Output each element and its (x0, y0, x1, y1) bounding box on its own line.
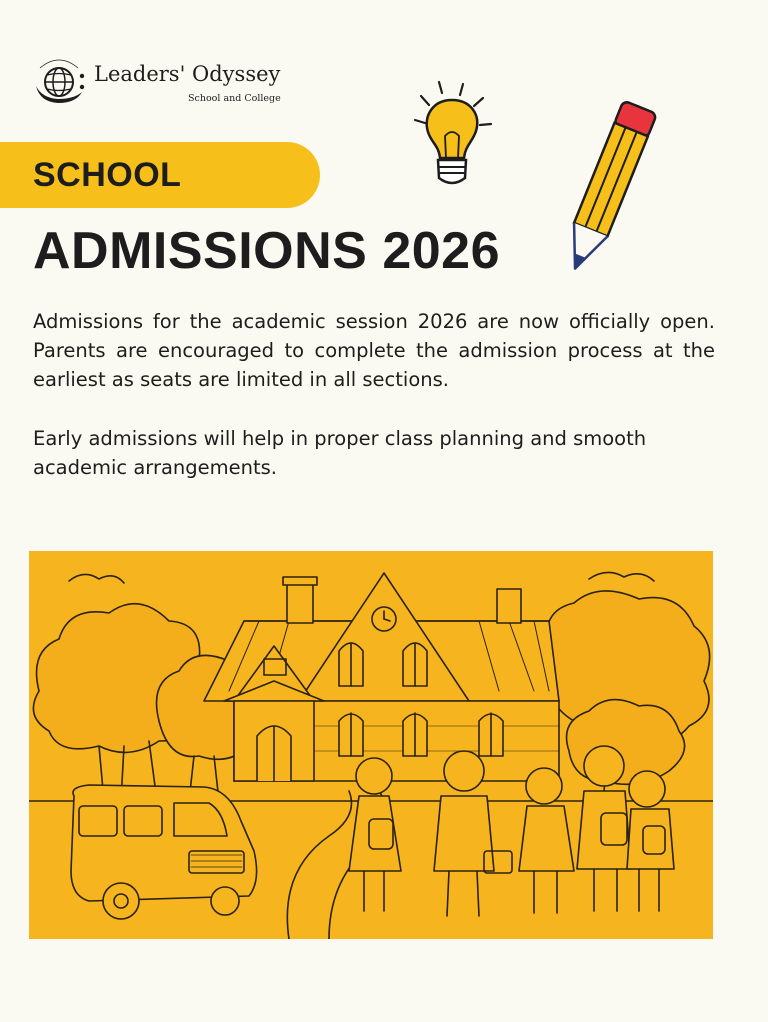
brand-subtitle: School and College (188, 93, 281, 104)
school-illustration (29, 551, 713, 939)
intro-paragraph: Admissions for the academic session 2026 are now officially open. Parents are encouraged to complete the admission process at the earliest as seats are limited in all sections. (33, 310, 715, 391)
school-logo (30, 52, 290, 110)
globe-logo-icon (30, 52, 92, 110)
brand-name: Leaders' Odyssey (94, 62, 281, 86)
banner-label: SCHOOL (33, 156, 182, 194)
page-title: ADMISSIONS 2026 (33, 222, 500, 280)
school-banner (0, 142, 320, 208)
pencil-icon (552, 95, 664, 280)
lightbulb-icon (405, 78, 497, 196)
early-admission-paragraph: Early admissions will help in proper class planning and smooth academic arrangements. (33, 427, 647, 479)
school-scene-image (29, 551, 713, 939)
